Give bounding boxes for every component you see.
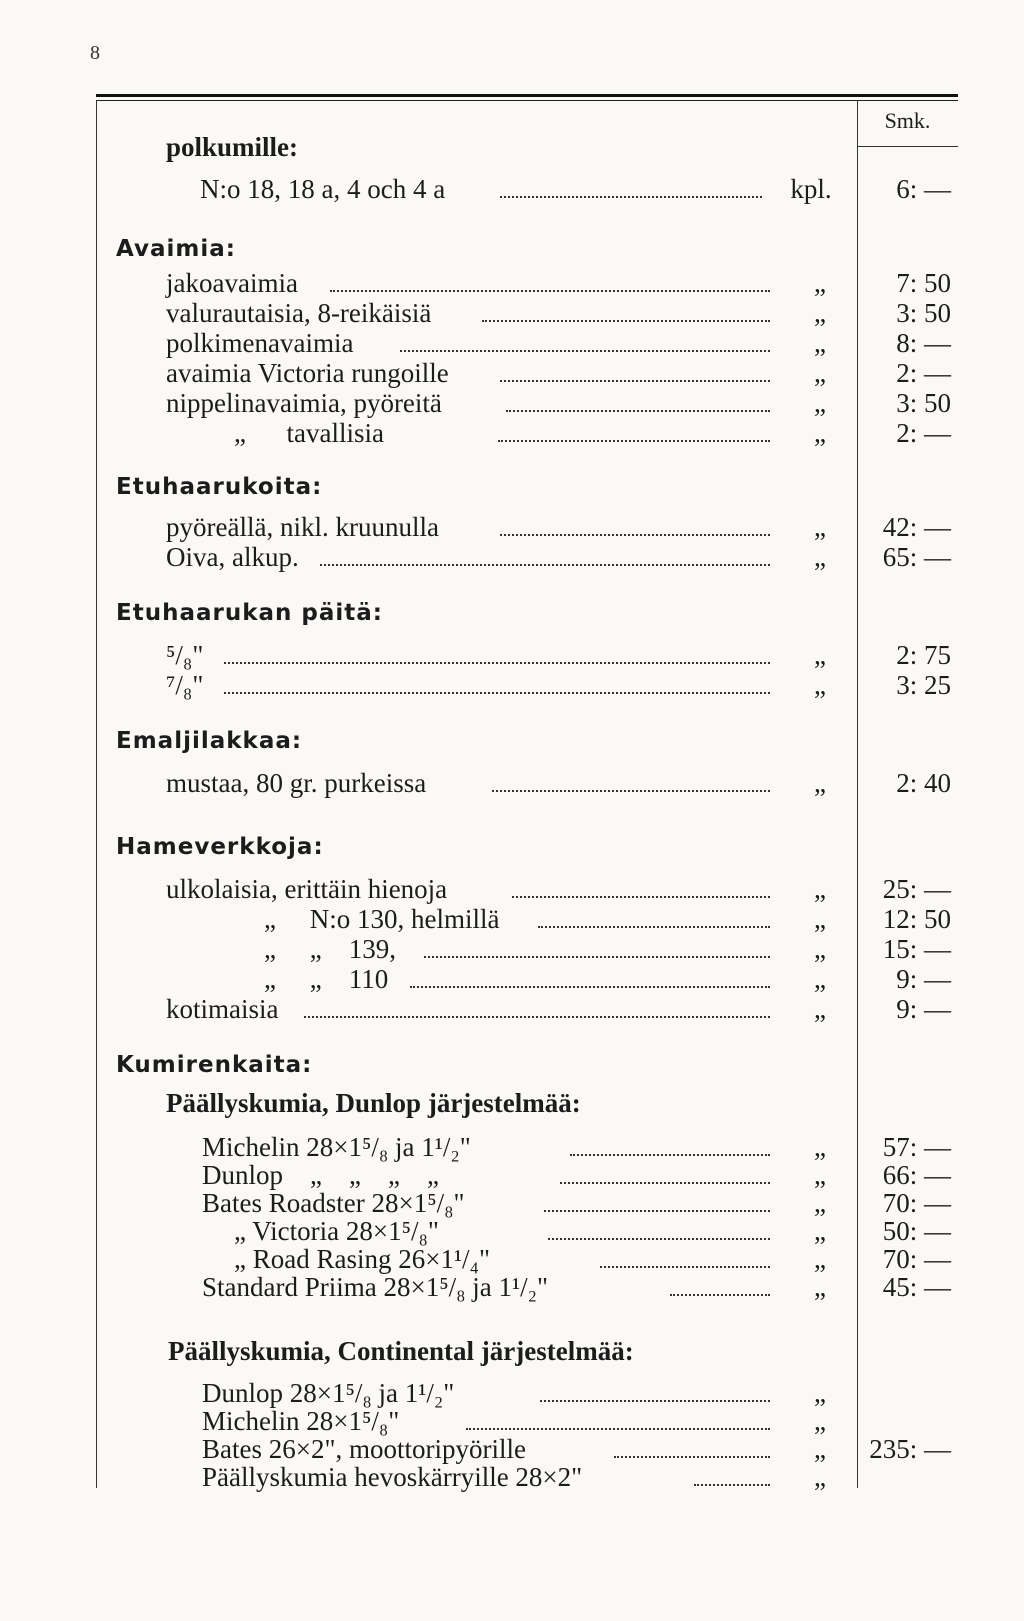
- item-unit: „: [814, 1462, 826, 1492]
- price-row: [0, 1378, 1024, 1408]
- item-description: Dunlop „ „ „ „: [202, 1160, 439, 1190]
- price-row: [0, 934, 1024, 964]
- subheading-dunlop: Päällyskumia, Dunlop järjestelmää:: [166, 1088, 581, 1118]
- price-row: [0, 904, 1024, 934]
- item-unit: „: [814, 358, 826, 388]
- dot-leader: [512, 874, 770, 898]
- item-price: 3: 50: [896, 298, 951, 328]
- dot-leader: [400, 328, 770, 352]
- price-row: [0, 1244, 1024, 1274]
- section-heading-emaljilakkaa: Emaljilakkaa:: [116, 728, 303, 754]
- item-unit: „: [814, 964, 826, 994]
- price-row: [0, 298, 1024, 328]
- item-description: ⁷/₈": [166, 670, 204, 700]
- item-price: 42: —: [882, 512, 951, 542]
- item-description: polkimenavaimia: [166, 328, 354, 358]
- item-price: 2: 40: [896, 768, 951, 798]
- dot-leader: [466, 1406, 770, 1430]
- item-unit: „: [814, 904, 826, 934]
- price-row: [0, 1434, 1024, 1464]
- price-row: [0, 640, 1024, 670]
- price-row: [0, 1160, 1024, 1190]
- item-description: Michelin 28×1⁵/₈": [202, 1406, 400, 1436]
- item-unit: „: [814, 1188, 826, 1218]
- item-price: 8: —: [896, 328, 951, 358]
- item-description: mustaa, 80 gr. purkeissa: [166, 768, 427, 798]
- price-row: [0, 1216, 1024, 1246]
- price-row: [0, 1406, 1024, 1436]
- dot-leader: [320, 542, 770, 566]
- price-row: [0, 994, 1024, 1024]
- price-row: [0, 1188, 1024, 1218]
- dot-leader: [492, 768, 770, 792]
- item-unit: „: [814, 1378, 826, 1408]
- section-heading-etuhaarukan-paita: Etuhaarukan päitä:: [116, 600, 383, 626]
- dot-leader: [500, 358, 770, 382]
- dot-leader: [548, 1216, 770, 1240]
- top-rule: [96, 94, 958, 97]
- item-unit: „: [814, 934, 826, 964]
- dot-leader: [304, 994, 770, 1018]
- item-unit: „: [814, 1434, 826, 1464]
- item-unit: „: [814, 640, 826, 670]
- item-description: Päällyskumia hevoskärryille 28×2": [202, 1462, 583, 1492]
- price-row: [0, 268, 1024, 298]
- item-unit: „: [814, 1216, 826, 1246]
- price-row: [0, 418, 1024, 448]
- price-row: [0, 388, 1024, 418]
- item-unit: „: [814, 298, 826, 328]
- item-unit: kpl.: [790, 174, 832, 204]
- item-price: 65: —: [882, 542, 951, 572]
- dot-leader: [500, 512, 770, 536]
- dot-leader: [600, 1244, 770, 1268]
- price-row: [0, 768, 1024, 798]
- dot-leader: [424, 934, 770, 958]
- item-description: jakoavaimia: [166, 268, 298, 298]
- section-heading-kumirenkaita: Kumirenkaita:: [116, 1052, 313, 1078]
- item-unit: „: [814, 1132, 826, 1162]
- item-description: N:o 18, 18 a, 4 och 4 a: [200, 174, 446, 204]
- item-price: 57: —: [882, 1132, 951, 1162]
- item-description: „ „ 139,: [264, 934, 396, 964]
- currency-header: Smk.: [884, 108, 931, 133]
- dot-leader: [482, 298, 770, 322]
- dot-leader: [224, 640, 770, 664]
- item-price: 45: —: [882, 1272, 951, 1302]
- item-description: pyöreällä, nikl. kruunulla: [166, 512, 439, 542]
- item-price: 235: —: [869, 1434, 951, 1464]
- dot-leader: [538, 904, 770, 928]
- dot-leader: [224, 670, 770, 694]
- section-heading-etuhaarukoita: Etuhaarukoita:: [116, 474, 323, 500]
- item-unit: „: [814, 670, 826, 700]
- item-unit: „: [814, 1244, 826, 1274]
- item-unit: „: [814, 542, 826, 572]
- dot-leader: [544, 1188, 770, 1212]
- item-price: 3: 25: [896, 670, 951, 700]
- item-price: 12: 50: [882, 904, 951, 934]
- item-description: Standard Priima 28×1⁵/₈ ja 1¹/₂": [202, 1272, 549, 1302]
- item-description: valurautaisia, 8-reikäisiä: [166, 298, 432, 328]
- item-description: nippelinavaimia, pyöreitä: [166, 388, 442, 418]
- currency-header-rule: [857, 146, 958, 147]
- price-row: [0, 1272, 1024, 1302]
- dot-leader: [500, 174, 762, 198]
- dot-leader: [498, 418, 770, 442]
- section-heading-polkumille: polkumille:: [166, 132, 299, 162]
- item-description: „ Road Rasing 26×1¹/₄": [234, 1244, 490, 1274]
- item-description: „ tavallisia: [234, 418, 384, 448]
- item-price: 6: —: [896, 174, 951, 204]
- item-description: kotimaisia: [166, 994, 279, 1024]
- item-description: Bates Roadster 28×1⁵/₈": [202, 1188, 465, 1218]
- item-unit: „: [814, 1406, 826, 1436]
- item-price: 70: —: [882, 1188, 951, 1218]
- price-row: [0, 964, 1024, 994]
- item-unit: „: [814, 1272, 826, 1302]
- top-rule-thin: [96, 100, 958, 101]
- item-unit: „: [814, 874, 826, 904]
- dot-leader: [570, 1132, 770, 1156]
- price-row: [0, 358, 1024, 388]
- item-description: „ „ 110: [264, 964, 389, 994]
- item-unit: „: [814, 512, 826, 542]
- item-price: 2: —: [896, 358, 951, 388]
- dot-leader: [560, 1160, 770, 1184]
- price-row: [0, 174, 1024, 204]
- item-unit: „: [814, 388, 826, 418]
- item-description: Oiva, alkup.: [166, 542, 299, 572]
- dot-leader: [670, 1272, 770, 1296]
- dot-leader: [506, 388, 770, 412]
- item-description: ulkolaisia, erittäin hienoja: [166, 874, 448, 904]
- section-heading-avaimia: Avaimia:: [116, 236, 236, 262]
- dot-leader: [614, 1434, 770, 1458]
- item-unit: „: [814, 768, 826, 798]
- dot-leader: [330, 268, 770, 292]
- item-price: 66: —: [882, 1160, 951, 1190]
- item-description: „ Victoria 28×1⁵/₈": [234, 1216, 439, 1246]
- price-row: [0, 542, 1024, 572]
- subheading-continental: Päällyskumia, Continental järjestelmää:: [168, 1336, 634, 1366]
- item-price: 25: —: [882, 874, 951, 904]
- item-price: 9: —: [896, 994, 951, 1024]
- item-unit: „: [814, 328, 826, 358]
- item-unit: „: [814, 1160, 826, 1190]
- item-unit: „: [814, 418, 826, 448]
- item-price: 2: —: [896, 418, 951, 448]
- item-description: avaimia Victoria rungoille: [166, 358, 449, 388]
- section-heading-hameverkkoja: Hameverkkoja:: [116, 834, 324, 860]
- item-price: 70: —: [882, 1244, 951, 1274]
- item-price: 7: 50: [896, 268, 951, 298]
- dot-leader: [410, 964, 770, 988]
- item-unit: „: [814, 268, 826, 298]
- price-row: [0, 874, 1024, 904]
- page-number: 8: [90, 42, 100, 64]
- price-row: [0, 328, 1024, 358]
- price-row: [0, 670, 1024, 700]
- item-price: 15: —: [882, 934, 951, 964]
- item-description: Michelin 28×1⁵/₈ ja 1¹/₂": [202, 1132, 471, 1162]
- item-price: 3: 50: [896, 388, 951, 418]
- price-row: [0, 1462, 1024, 1492]
- item-unit: „: [814, 994, 826, 1024]
- price-row: [0, 512, 1024, 542]
- item-description: Bates 26×2", moottoripyörille: [202, 1434, 526, 1464]
- item-price: 9: —: [896, 964, 951, 994]
- price-row: [0, 1132, 1024, 1162]
- item-description: „ N:o 130, helmillä: [264, 904, 500, 934]
- dot-leader: [540, 1378, 770, 1402]
- item-price: 2: 75: [896, 640, 951, 670]
- item-description: Dunlop 28×1⁵/₈ ja 1¹/₂": [202, 1378, 455, 1408]
- item-price: 50: —: [882, 1216, 951, 1246]
- item-description: ⁵/₈": [166, 640, 204, 670]
- dot-leader: [694, 1462, 770, 1486]
